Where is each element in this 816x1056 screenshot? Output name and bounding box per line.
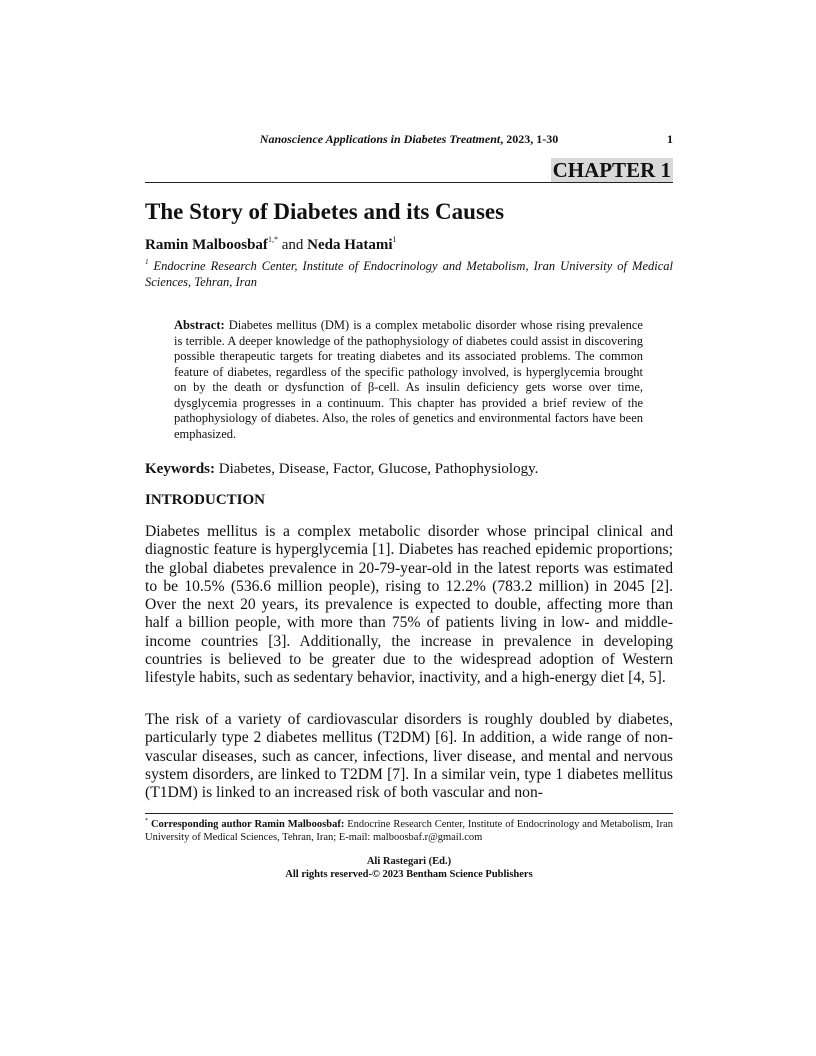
keywords-label: Keywords: bbox=[145, 461, 215, 477]
affiliation-superscript: 1 bbox=[145, 258, 149, 266]
affiliation-text: Endocrine Research Center, Institute of Endocrinology and Metabolism, Iran University of Medical Sciences, Tehran, Iran bbox=[145, 259, 673, 289]
author-line bbox=[145, 236, 397, 254]
author-name: Neda Hatami bbox=[307, 237, 393, 253]
abstract bbox=[174, 318, 643, 442]
footnote-text: Endocrine Research Center, Institute of Endocrinology and Metabolism, Iran University of Medical Sciences, Tehran, Iran; E-mail: malboosbaf.r@gmail.com bbox=[145, 819, 673, 843]
keywords bbox=[145, 460, 538, 478]
journal-citation bbox=[145, 132, 673, 147]
author-joiner: and bbox=[277, 237, 308, 253]
page-number: 1 bbox=[667, 132, 673, 146]
author-superscript: 1 bbox=[392, 235, 397, 244]
footnote bbox=[145, 818, 673, 844]
keywords-text: Diabetes, Disease, Factor, Glucose, Pathophysiology. bbox=[215, 461, 539, 477]
editor-line: Ali Rastegari (Ed.) bbox=[366, 856, 452, 867]
journal-details: , 2023, 1-30 bbox=[500, 132, 559, 146]
footnote-rule bbox=[145, 813, 673, 814]
affiliation bbox=[145, 258, 673, 290]
chapter-rule bbox=[145, 182, 673, 183]
body-paragraph: The risk of a variety of cardiovascular disorders is roughly doubled by diabetes, particularly type 2 diabetes mellitus (T2DM) [6]. In addition, a wide range of non-vascular diseases, such as cancer, infections, liver disease, and mental and nervous system disorders, are linked to T2DM [7]. In a similar vein, type 1 diabetes mellitus (T1DM) is linked to an increased risk of both vascular and non- bbox=[145, 711, 673, 802]
section-heading: INTRODUCTION bbox=[145, 492, 266, 508]
abstract-text: Diabetes mellitus (DM) is a complex metabolic disorder whose rising prevalence is terrible. A deeper knowledge of the pathophysiology of diabetes could assist in discovering possible therapeutic targets for treating diabetes and its associated problems. The common feature of diabetes, regardless of the specific pathology involved, is hyperglycemia brought on by the death or dysfunction of β-cell. As insulin deficiency gets worse over time, dysglycemia progresses in a continuum. This chapter has provided a brief review of the pathophysiology of diabetes. Also, the roles of genetics and environmental factors have been emphasized. bbox=[174, 318, 643, 441]
journal-title: Nanoscience Applications in Diabetes Treatment bbox=[259, 132, 501, 146]
footnote-label: Corresponding author Ramin Malboosbaf: bbox=[148, 819, 345, 830]
author-superscript: 1,* bbox=[267, 235, 278, 244]
abstract-label: Abstract: bbox=[174, 318, 225, 332]
chapter-label: CHAPTER 1 bbox=[552, 158, 671, 182]
rights-line: All rights reserved-© 2023 Bentham Science Publishers bbox=[285, 869, 533, 880]
footnote-marker: * bbox=[145, 818, 148, 824]
publisher-credit bbox=[145, 855, 673, 881]
chapter-title: The Story of Diabetes and its Causes bbox=[145, 199, 505, 224]
author-name: Ramin Malboosbaf bbox=[145, 237, 268, 253]
body-paragraph: Diabetes mellitus is a complex metabolic disorder whose principal clinical and diagnostic feature is hyperglycemia [1]. Diabetes has reached epidemic proportions; the global diabetes prevalence in 20-79-year-old in the latest reports was estimated to be 10.5% (536.6 million people), rising to 12.2% (783.2 million) in 2045 [2]. Over the next 20 years, its prevalence is expected to double, affecting more than half a billion people, with more than 75% of patients living in low- and middle-income countries [3]. Additionally, the increase in prevalence in developing countries is believed to be greater due to the widespread adoption of Western lifestyle habits, such as sedentary behavior, inactivity, and a high-energy diet [4, 5]. bbox=[145, 523, 673, 687]
